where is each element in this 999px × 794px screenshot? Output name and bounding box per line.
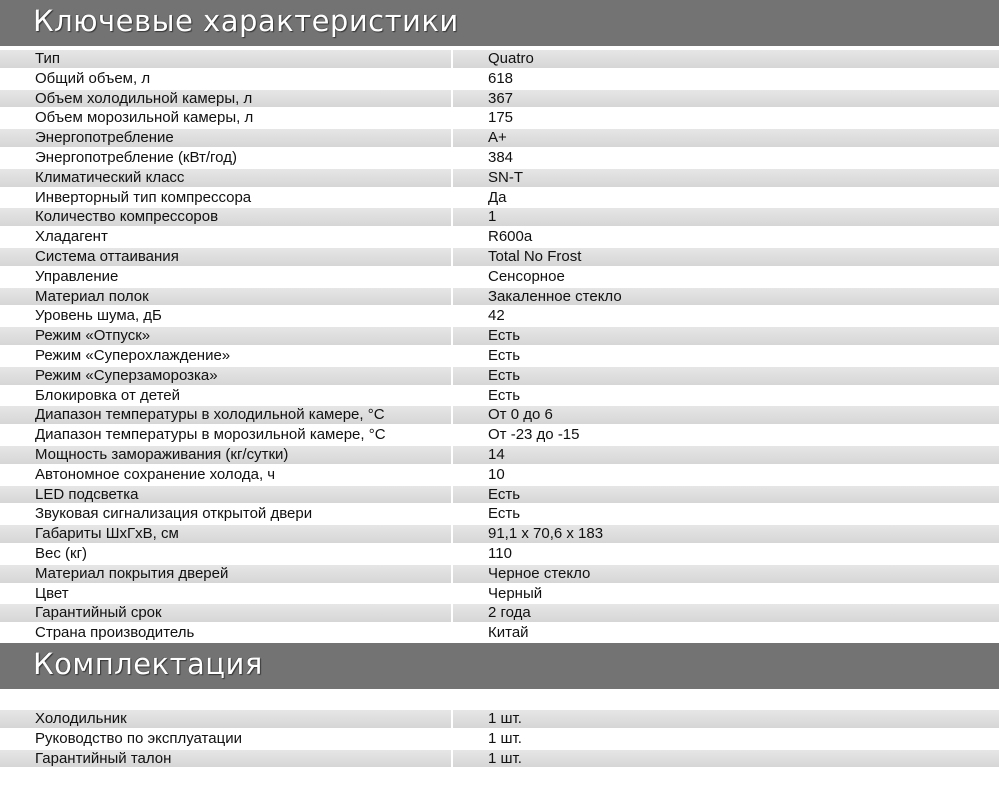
- spec-row-value: Quatro: [453, 50, 999, 68]
- spec-row: [0, 247, 999, 267]
- spec-row-label: Уровень шума, дБ: [0, 307, 453, 325]
- spec-row-label: Диапазон температуры в холодильной камере, °С: [0, 406, 453, 424]
- spec-row: [0, 148, 999, 168]
- kit-row-value: 1 шт.: [453, 710, 999, 728]
- kit-header: [0, 643, 999, 689]
- spec-row: [0, 207, 999, 227]
- spec-row: [0, 425, 999, 445]
- spec-row-value: 10: [453, 466, 999, 484]
- specs-table: [0, 49, 999, 643]
- spec-row-label: Режим «Суперзаморозка»: [0, 367, 453, 385]
- spec-row: [0, 386, 999, 406]
- spec-row-value: Есть: [453, 486, 999, 504]
- spec-row: [0, 227, 999, 247]
- spec-row-value: Total No Frost: [453, 248, 999, 266]
- spec-row: [0, 49, 999, 69]
- spec-row-label: Режим «Суперохлаждение»: [0, 347, 453, 365]
- spec-row-value: 14: [453, 446, 999, 464]
- kit-title: Комплектация: [33, 646, 263, 681]
- spec-row-value: 110: [453, 545, 999, 563]
- spec-row: [0, 603, 999, 623]
- spec-row-value: Есть: [453, 327, 999, 345]
- spec-row: [0, 524, 999, 544]
- spec-row-value: Сенсорное: [453, 268, 999, 286]
- spec-row-value: 42: [453, 307, 999, 325]
- spec-row-value: 384: [453, 149, 999, 167]
- spec-row-value: 367: [453, 90, 999, 108]
- spec-row: [0, 108, 999, 128]
- spec-row-label: Объем морозильной камеры, л: [0, 109, 453, 127]
- spec-row-label: Гарантийный срок: [0, 604, 453, 622]
- spec-row: [0, 584, 999, 604]
- spec-row: [0, 188, 999, 208]
- spec-row-value: 618: [453, 70, 999, 88]
- spec-row-value: Черное стекло: [453, 565, 999, 583]
- spec-row-value: А+: [453, 129, 999, 147]
- spec-row: [0, 623, 999, 643]
- spec-row-label: LED подсветка: [0, 486, 453, 504]
- kit-row: [0, 709, 999, 729]
- spec-row: [0, 465, 999, 485]
- spec-row: [0, 366, 999, 386]
- spec-row-value: R600a: [453, 228, 999, 246]
- kit-row-value: 1 шт.: [453, 730, 999, 748]
- spec-row-label: Режим «Отпуск»: [0, 327, 453, 345]
- kit-row-label: Руководство по эксплуатации: [0, 730, 453, 748]
- spec-row-label: Вес (кг): [0, 545, 453, 563]
- spec-row-label: Диапазон температуры в морозильной камере, °С: [0, 426, 453, 444]
- spec-row: [0, 544, 999, 564]
- spec-row: [0, 346, 999, 366]
- specs-title: Ключевые характеристики: [33, 4, 459, 38]
- spec-row-label: Управление: [0, 268, 453, 286]
- spec-row-label: Хладагент: [0, 228, 453, 246]
- spec-row-label: Энергопотребление: [0, 129, 453, 147]
- spec-row-value: SN-T: [453, 169, 999, 187]
- spec-row-label: Материал покрытия дверей: [0, 565, 453, 583]
- spec-row-label: Автономное сохранение холода, ч: [0, 466, 453, 484]
- spec-row-value: Да: [453, 189, 999, 207]
- spec-row-label: Страна производитель: [0, 624, 453, 642]
- spec-row: [0, 485, 999, 505]
- spec-row-label: Тип: [0, 50, 453, 68]
- spec-row-value: 175: [453, 109, 999, 127]
- spec-row-label: Блокировка от детей: [0, 387, 453, 405]
- spec-row: [0, 168, 999, 188]
- spec-row: [0, 128, 999, 148]
- spec-row: [0, 267, 999, 287]
- spec-row-value: Есть: [453, 387, 999, 405]
- spec-row-label: Материал полок: [0, 288, 453, 306]
- spec-row-label: Мощность замораживания (кг/сутки): [0, 446, 453, 464]
- spec-row-label: Энергопотребление (кВт/год): [0, 149, 453, 167]
- kit-row: [0, 749, 999, 769]
- spec-row-label: Климатический класс: [0, 169, 453, 187]
- kit-table: [0, 709, 999, 768]
- spec-row-value: Есть: [453, 367, 999, 385]
- spec-row-label: Габариты ШхГхВ, см: [0, 525, 453, 543]
- kit-row-label: Холодильник: [0, 710, 453, 728]
- spec-row: [0, 564, 999, 584]
- kit-row: [0, 729, 999, 749]
- spec-row-label: Звуковая сигнализация открытой двери: [0, 505, 453, 523]
- spec-row-value: Закаленное стекло: [453, 288, 999, 306]
- spec-row-value: Есть: [453, 505, 999, 523]
- spec-row: [0, 89, 999, 109]
- spec-row: [0, 504, 999, 524]
- spec-row-value: Есть: [453, 347, 999, 365]
- kit-spacer: [0, 689, 999, 709]
- spec-row: [0, 69, 999, 89]
- spec-row: [0, 405, 999, 425]
- spec-row-label: Цвет: [0, 585, 453, 603]
- spec-row: [0, 445, 999, 465]
- spec-row-value: Черный: [453, 585, 999, 603]
- spec-row: [0, 306, 999, 326]
- spec-row-label: Общий объем, л: [0, 70, 453, 88]
- kit-row-value: 1 шт.: [453, 750, 999, 768]
- spec-row-label: Инверторный тип компрессора: [0, 189, 453, 207]
- spec-row-value: От 0 до 6: [453, 406, 999, 424]
- spec-row-label: Объем холодильной камеры, л: [0, 90, 453, 108]
- spec-row: [0, 287, 999, 307]
- kit-row-label: Гарантийный талон: [0, 750, 453, 768]
- spec-row-value: 91,1 х 70,6 х 183: [453, 525, 999, 543]
- spec-row-value: Китай: [453, 624, 999, 642]
- spec-row: [0, 326, 999, 346]
- spec-row-value: 1: [453, 208, 999, 226]
- spec-row-value: От -23 до -15: [453, 426, 999, 444]
- spec-row-label: Количество компрессоров: [0, 208, 453, 226]
- spec-row-label: Система оттаивания: [0, 248, 453, 266]
- specs-header: [0, 0, 999, 46]
- spec-row-value: 2 года: [453, 604, 999, 622]
